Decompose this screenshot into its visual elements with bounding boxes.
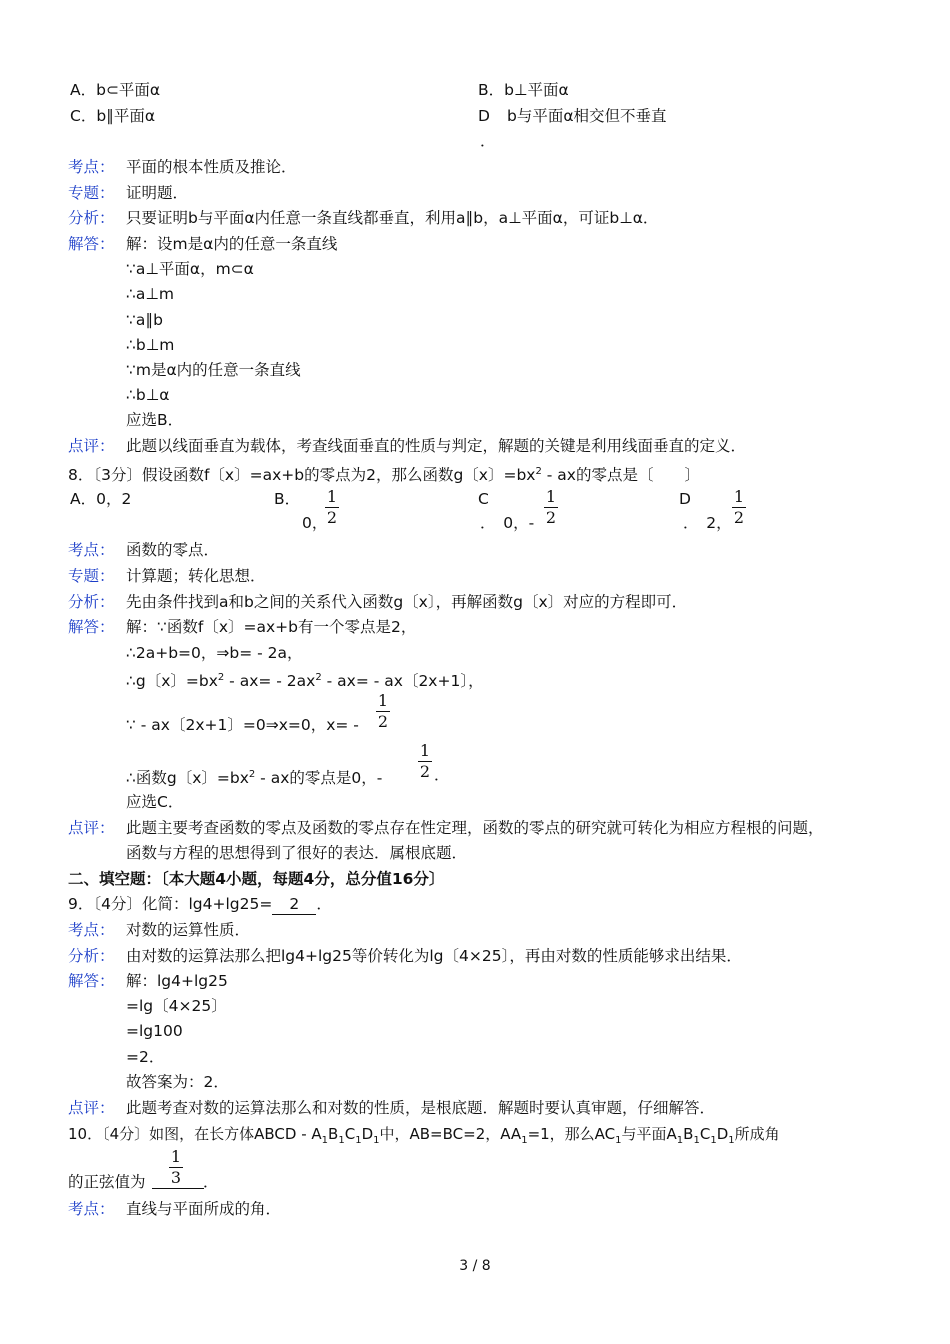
q10-kaodian: 直线与平面所成的角．	[126, 1200, 282, 1218]
q9-stem: 9．〔4分〕化简：lg4+lg25= 2 ．	[68, 895, 332, 913]
q9-answer: 2	[272, 894, 316, 915]
q8-step: ∴g〔x〕$=bx^2 - ax= - 2ax^2 - ax=$ - ax〔2x+1〕，	[126, 672, 484, 691]
q9-step: 解：lg4+lg25	[126, 972, 228, 990]
q7-fenxi: 只要证明b与平面α内任意一条直线都垂直，利用a∥b，a⊥平面α，可证b⊥α．	[126, 209, 659, 227]
q7-zhuanti: 证明题．	[126, 184, 189, 202]
q10-line2-end: ．	[203, 1173, 219, 1191]
q8-fenxi-label: 分析：	[68, 593, 115, 611]
q8-option-c-letter: C	[478, 490, 489, 508]
q8-dianping-line2: 函数与方程的思想得到了很好的表达．属根底题．	[126, 844, 468, 862]
q7-zhuanti-label: 专题：	[68, 184, 115, 202]
q8-step: ∴2a+b=0，⇒b= - 2a，	[126, 644, 303, 662]
q7-option-b: B．b⊥平面α	[478, 81, 569, 99]
q9-kaodian-label: 考点：	[68, 921, 115, 939]
q7-option-d-dot: ．	[480, 132, 496, 150]
q8-stem: 8．〔3分〕假设函数f〔x〕=ax+b的零点为2，那么函数g〔x〕$=bx^2$ - ax的零点是〔 〕	[68, 466, 700, 485]
q10-answer-fraction: 1 3	[170, 1147, 182, 1187]
q8-kaodian-label: 考点：	[68, 541, 115, 559]
q8-dianping-line1: 此题主要考查函数的零点及函数的零点存在性定理，函数的零点的研究就可转化为相应方程根的问题，	[126, 819, 824, 837]
q8-option-d-pre: ． 2，	[683, 514, 732, 532]
q8-option-a: A．0，2	[70, 490, 132, 508]
q7-option-a: A．b⊂平面α	[70, 81, 161, 99]
q9-dianping-label: 点评：	[68, 1099, 115, 1117]
q9-dianping: 此题考查对数的运算法那么和对数的性质，是根底题．解题时要认真审题，仔细解答．	[126, 1099, 716, 1117]
q7-option-c: C．b∥平面α	[70, 107, 156, 125]
q7-step: ∵a⊥平面α，m⊂α	[126, 260, 254, 278]
q8-option-d-fraction: 1 2	[733, 487, 745, 527]
q10-kaodian-label: 考点：	[68, 1200, 115, 1218]
q8-option-b-fraction: 1 2	[326, 487, 338, 527]
q8-zhuanti: 计算题；转化思想．	[126, 567, 266, 585]
section-heading: 二、填空题：〔本大题4小题，每题4分，总分值16分〕	[68, 870, 445, 888]
q7-step: ∵a∥b	[126, 311, 163, 329]
q8-step-end: ．	[434, 766, 450, 784]
q8-step: 解：∵函数f〔x〕=ax+b有一个零点是2，	[126, 618, 417, 636]
q10-answer-underline	[152, 1188, 204, 1189]
q7-step: 应选B．	[126, 411, 184, 429]
q8-step: ∵ - ax〔2x+1〕=0⇒x=0，x= -	[126, 716, 359, 734]
q8-option-c-pre: ． 0，-	[480, 514, 535, 532]
q10-line2: 的正弦值为	[68, 1173, 146, 1191]
q7-step: ∴b⊥α	[126, 386, 170, 404]
q7-option-d-letter: D	[478, 107, 490, 125]
q9-step: =lg100	[126, 1022, 183, 1040]
q7-step: ∴b⊥m	[126, 336, 175, 354]
q7-kaodian: 平面的根本性质及推论．	[126, 158, 297, 176]
q9-jieda-label: 解答：	[68, 972, 115, 990]
q7-fenxi-label: 分析：	[68, 209, 115, 227]
q8-dianping-label: 点评：	[68, 819, 115, 837]
q10-stem: 10．〔4分〕如图，在长方体ABCD - $A_1B_1C_1D_1$中，AB=BC=2，$AA_1=1$，那么$AC_1$与平面$A_1B_1C_1D_1$所成角	[68, 1125, 780, 1146]
q8-option-d-letter: D	[679, 490, 691, 508]
q7-jieda-label: 解答：	[68, 235, 115, 253]
q8-zero-fraction: 1 2	[419, 741, 431, 781]
q9-fenxi-label: 分析：	[68, 947, 115, 965]
q8-step: 应选C．	[126, 793, 184, 811]
q8-option-c-fraction: 1 2	[545, 487, 557, 527]
q7-option-d-text: b与平面α相交但不垂直	[507, 107, 667, 125]
q8-jieda-label: 解答：	[68, 618, 115, 636]
q8-zhuanti-label: 专题：	[68, 567, 115, 585]
q7-dianping: 此题以线面垂直为载体，考查线面垂直的性质与判定，解题的关键是利用线面垂直的定义．	[126, 437, 747, 455]
q8-fenxi: 先由条件找到a和b之间的关系代入函数g〔x〕，再解函数g〔x〕对应的方程即可．	[126, 593, 688, 611]
q7-step: ∵m是α内的任意一条直线	[126, 361, 301, 379]
q8-option-b-letter: B．	[274, 490, 301, 508]
q8-option-b-pre: 0，	[302, 514, 328, 532]
q9-step: =lg〔4×25〕	[126, 997, 227, 1015]
q7-step: 解：设m是α内的任意一条直线	[126, 235, 338, 253]
page-number: 3 / 8	[459, 1258, 491, 1274]
q8-step-fraction: 1 2	[377, 691, 389, 731]
q7-dianping-label: 点评：	[68, 437, 115, 455]
q9-kaodian: 对数的运算性质．	[126, 921, 251, 939]
q8-step: ∴函数g〔x〕$=bx^2$ - ax的零点是0，-	[126, 769, 383, 788]
q7-kaodian-label: 考点：	[68, 158, 115, 176]
q9-fenxi: 由对数的运算法那么把lg4+lg25等价转化为lg〔4×25〕，再由对数的性质能够求出结果．	[126, 947, 742, 965]
q7-step: ∴a⊥m	[126, 285, 174, 303]
q9-step: =2．	[126, 1048, 165, 1066]
q8-kaodian: 函数的零点．	[126, 541, 220, 559]
q9-step: 故答案为：2．	[126, 1073, 229, 1091]
